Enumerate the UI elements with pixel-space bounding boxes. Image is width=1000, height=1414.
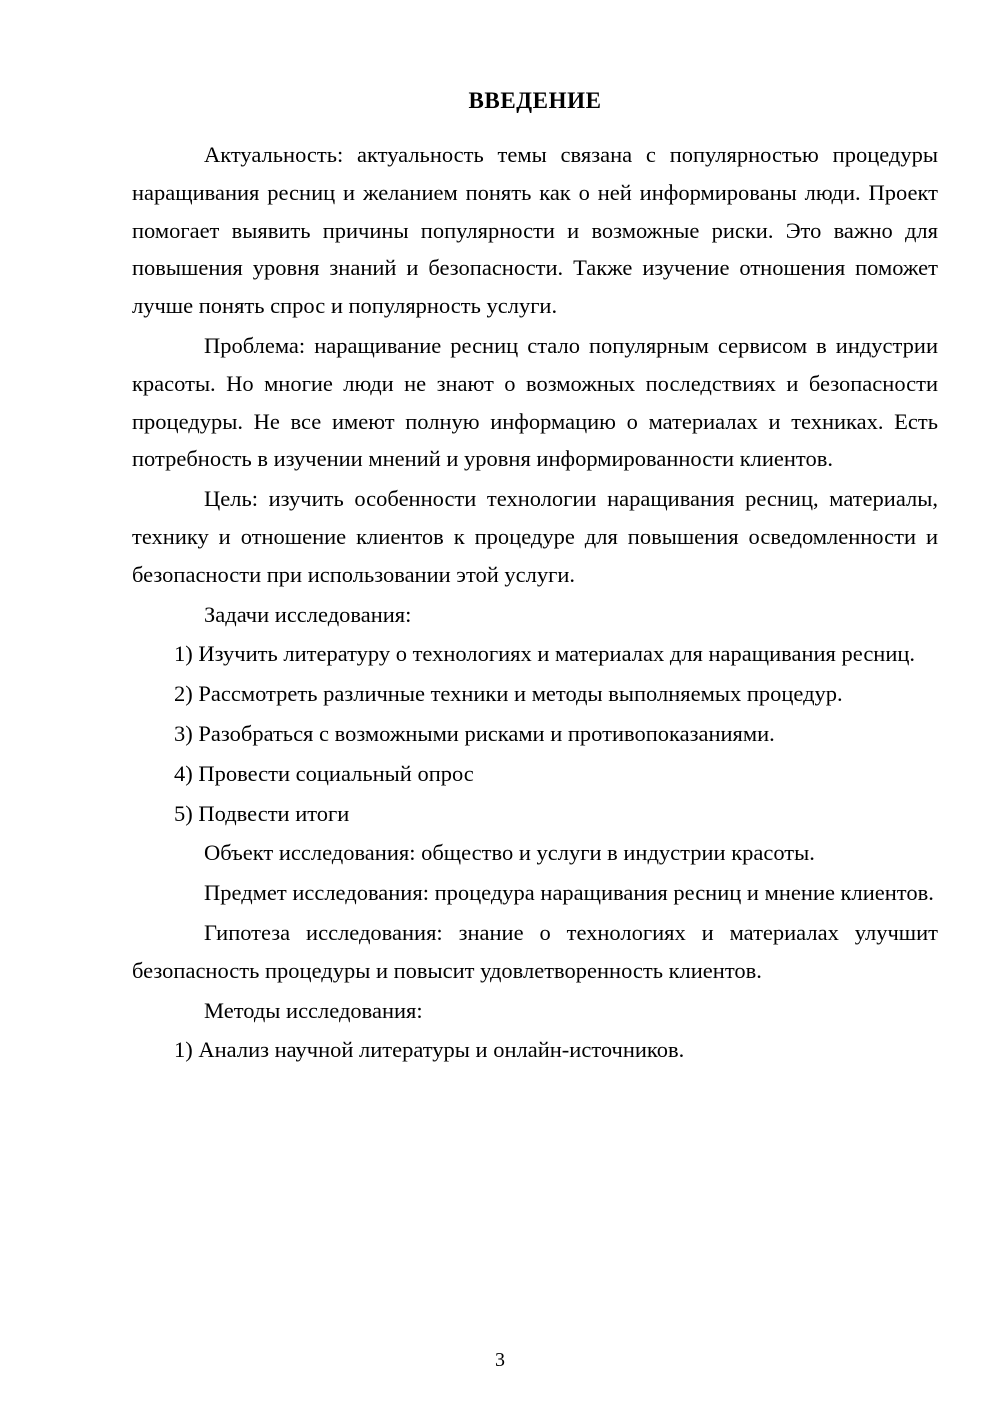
- paragraph-hypothesis: Гипотеза исследования: знание о технологиях и материалах улучшит безопасность процедуры и повысит удовлетворенность клиентов.: [132, 919, 938, 983]
- page-title: ВВЕДЕНИЕ: [468, 88, 602, 113]
- paragraph-subject: Предмет исследования: процедура наращивания ресниц и мнение клиентов.: [204, 880, 934, 906]
- paragraph-problem: Проблема: наращивание ресниц стало популярным сервисом в индустрии красоты. Но многие люди не знают о возможных последствиях и безопасности процедуры. Не все имеют полную информацию о материалах и техниках. Есть потребность в изучении мнений и уровня информированности клиентов.: [132, 332, 938, 472]
- list-item: 1) Анализ научной литературы и онлайн-источников.: [174, 1037, 685, 1063]
- list-item: 5) Подвести итоги: [174, 800, 350, 826]
- list-item: 1) Изучить литературу о технологиях и материалах для наращивания ресниц.: [174, 641, 916, 667]
- heading-methods: Методы исследования:: [204, 997, 423, 1023]
- list-item: 2) Рассмотреть различные техники и методы выполняемых процедур.: [174, 681, 843, 707]
- heading-tasks: Задачи исследования:: [204, 601, 412, 627]
- list-item: 3) Разобраться с возможными рисками и противопоказаниями.: [174, 720, 775, 746]
- paragraph-goal: Цель: изучить особенности технологии наращивания ресниц, материалы, технику и отношение клиентов к процедуре для повышения осведомленности и безопасности при использовании этой услуги.: [132, 486, 938, 587]
- paragraph-relevance: Актуальность: актуальность темы связана с популярностью процедуры наращивания ресниц и желанием понять как о ней информированы люди. Проект помогает выявить причины популярности и возможные риски. Это важно для повышения уровня знаний и безопасности. Также изучение отношения поможет лучше понять спрос и популярность услуги.: [132, 142, 938, 319]
- page-number: 3: [495, 1349, 505, 1371]
- paragraph-object: Объект исследования: общество и услуги в индустрии красоты.: [204, 840, 815, 866]
- list-item: 4) Провести социальный опрос: [174, 760, 474, 786]
